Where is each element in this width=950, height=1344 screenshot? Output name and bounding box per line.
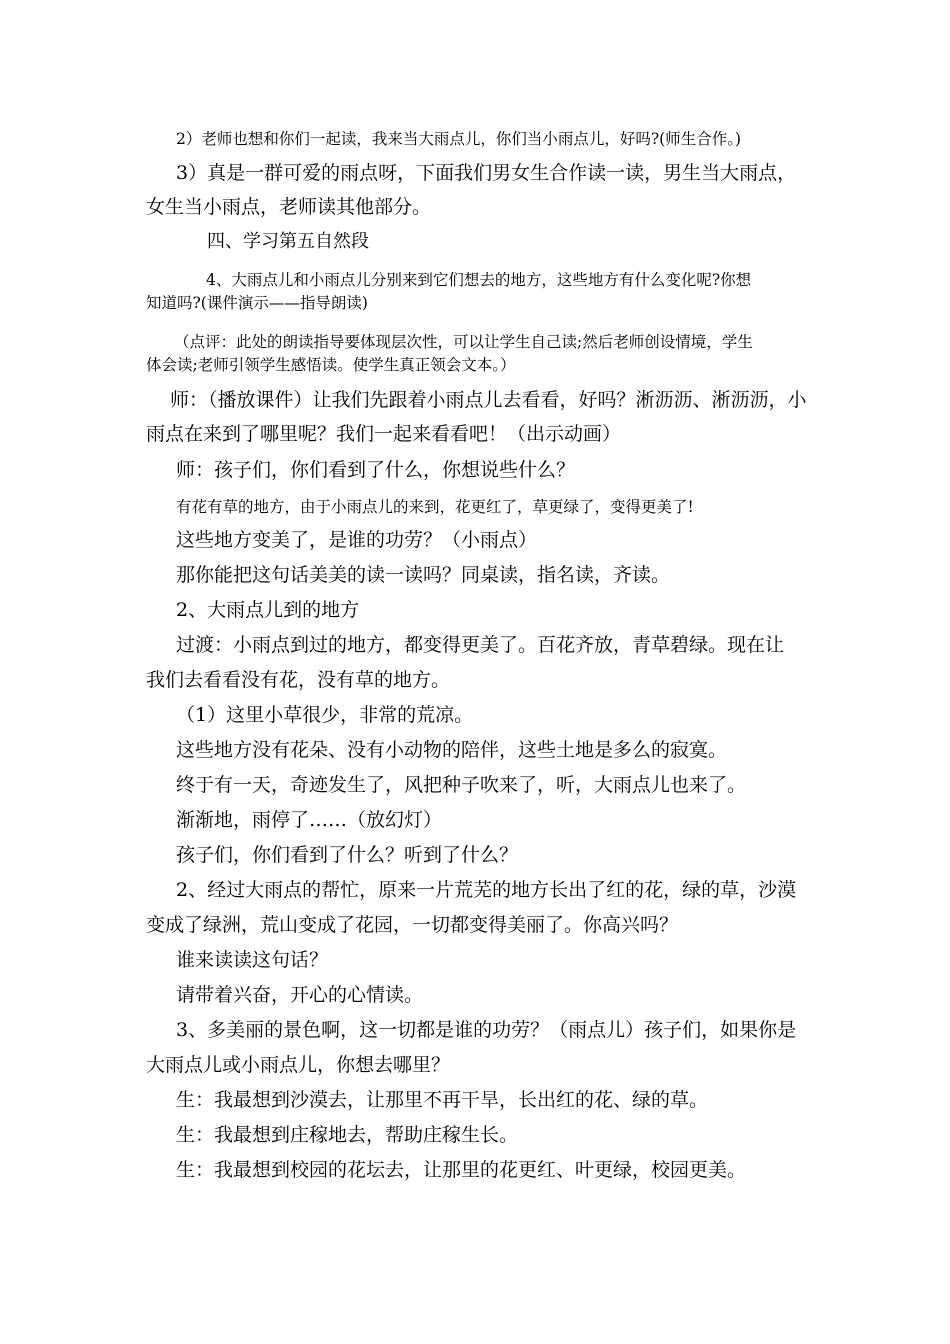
text-line: 这些地方变美了，是谁的功劳？（小雨点） (176, 529, 538, 551)
commentary-line: （点评：此处的朗读指导要体现层次性，可以让学生自己读;然后老师创设情境，学生 (174, 333, 753, 351)
text-line: 谁来读读这句话？ (176, 949, 329, 971)
text-line: 生：我最想到校园的花坛去，让那里的花更红、叶更绿，校园更美。 (176, 1159, 747, 1181)
section-heading: 四、学习第五自然段 (207, 231, 369, 252)
text-line: 过渡：小雨点到过的地方，都变得更美了。百花齐放，青草碧绿。现在让 (176, 634, 785, 656)
text-line: （1）这里小草很少，非常的荒凉。 (176, 704, 474, 726)
text-line: 变成了绿洲，荒山变成了花园，一切都变得美丽了。你高兴吗？ (146, 914, 679, 936)
text-line: 雨点在来到了哪里呢？我们一起来看看吧！（出示动画） (146, 423, 622, 445)
text-line: 有花有草的地方，由于小雨点儿的来到，花更红了，草更绿了，变得更美了! (176, 498, 694, 516)
text-line: 生：我最想到沙漠去，让那里不再干旱，长出红的花、绿的草。 (176, 1089, 709, 1111)
text-line: 孩子们，你们看到了什么？听到了什么？ (176, 844, 519, 866)
text-line: 师：孩子们，你们看到了什么，你想说些什么？ (176, 459, 576, 481)
text-line: 请带着兴奋，开心的心情读。 (176, 984, 424, 1006)
text-line: 女生当小雨点，老师读其他部分。 (146, 196, 432, 218)
text-line: 3）真是一群可爱的雨点呀，下面我们男女生合作读一读，男生当大雨点， (176, 162, 797, 184)
commentary-line: 体会读;老师引领学生感悟读。使学生真正领会文本。） (146, 356, 516, 374)
text-line: 2）老师也想和你们一起读，我来当大雨点儿，你们当小雨点儿，好吗?(师生合作。) (176, 130, 742, 148)
text-line: 3、多美丽的景色啊，这一切都是谁的功劳？（雨点儿）孩子们，如果你是 (176, 1019, 797, 1041)
text-line: 师：（播放课件）让我们先跟着小雨点儿去看看，好吗？淅沥沥、淅沥沥，小 (170, 389, 807, 411)
text-line: 2、经过大雨点的帮忙，原来一片荒芜的地方长出了红的花，绿的草，沙漠 (176, 879, 797, 901)
text-line: 4、大雨点儿和小雨点儿分别来到它们想去的地方，这些地方有什么变化呢?你想 (206, 271, 752, 289)
text-line: 生：我最想到庄稼地去，帮助庄稼生长。 (176, 1124, 519, 1146)
text-line: 终于有一天，奇迹发生了，风把种子吹来了，听，大雨点儿也来了。 (176, 774, 747, 796)
text-line: 那你能把这句话美美的读一读吗？同桌读，指名读，齐读。 (176, 564, 671, 586)
text-line: 大雨点儿或小雨点儿，你想去哪里？ (146, 1054, 451, 1076)
text-line: 知道吗?(课件演示——指导朗读) (146, 294, 368, 312)
text-line: 我们去看看没有花，没有草的地方。 (146, 669, 451, 691)
text-line: 这些地方没有花朵、没有小动物的陪伴，这些土地是多么的寂寞。 (176, 739, 728, 761)
text-line: 渐渐地，雨停了……（放幻灯） (176, 809, 443, 831)
subheading: 2、大雨点儿到的地方 (176, 599, 360, 621)
